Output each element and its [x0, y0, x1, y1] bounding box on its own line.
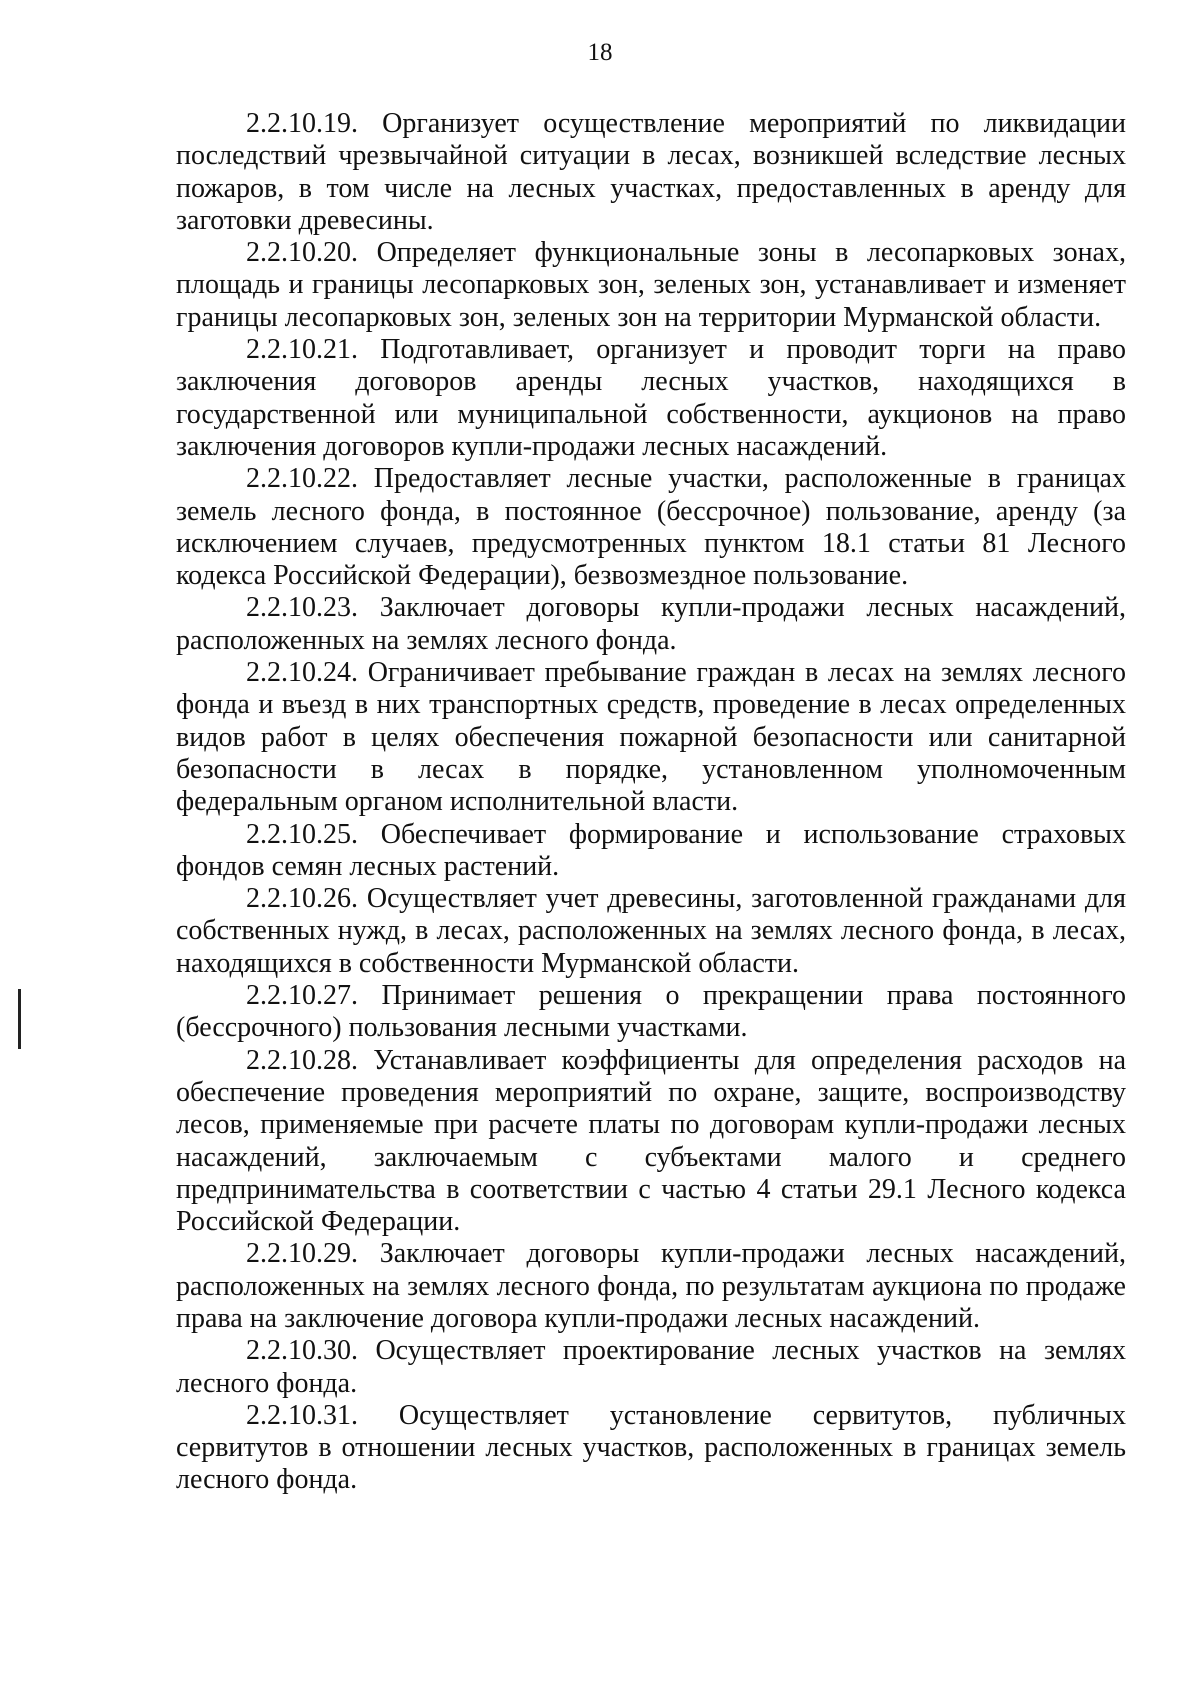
margin-scan-mark: [18, 989, 21, 1049]
paragraph-2-2-10-23: 2.2.10.23. Заключает договоры купли-продажи лесных насаждений, расположенных на землях лесного фонда.: [176, 592, 1126, 656]
paragraph-2-2-10-27: 2.2.10.27. Принимает решения о прекращении права постоянного (бессрочного) пользования лесными участками.: [176, 980, 1126, 1044]
paragraph-2-2-10-28: 2.2.10.28. Устанавливает коэффициенты для определения расходов на обеспечение проведения мероприятий по охране, защите, воспроизводству лесов, применяемые при расчете платы по договорам купли-продажи лесных насаждений, заключаемым с субъектами малого и среднего предпринимательства в соответствии с частью 4 статьи 29.1 Лесного кодекса Российской Федерации.: [176, 1044, 1126, 1238]
paragraph-2-2-10-21: 2.2.10.21. Подготавливает, организует и проводит торги на право заключения договоров аренды лесных участков, находящихся в государственной или муниципальной собственности, аукционов на право заключения договоров купли-продажи лесных насаждений.: [176, 334, 1126, 462]
paragraph-2-2-10-29: 2.2.10.29. Заключает договоры купли-продажи лесных насаждений, расположенных на землях лесного фонда, по результатам аукциона по продаже права на заключение договора купли-продажи лесных насаждений.: [176, 1238, 1126, 1334]
paragraph-2-2-10-22: 2.2.10.22. Предоставляет лесные участки, расположенные в границах земель лесного фонда, в постоянное (бессрочное) пользование, аренду (за исключением случаев, предусмотренных пунктом 18.1 статьи 81 Лесного кодекса Российской Федерации), безвозмездное пользование.: [176, 463, 1126, 592]
paragraph-2-2-10-26: 2.2.10.26. Осуществляет учет древесины, заготовленной гражданами для собственных нужд, в лесах, расположенных на землях лесного фонда, в лесах, находящихся в собственности Мурманской области.: [176, 883, 1126, 979]
paragraph-2-2-10-20: 2.2.10.20. Определяет функциональные зоны в лесопарковых зонах, площадь и границы лесопарковых зон, зеленых зон, устанавливает и изменяет границы лесопарковых зон, зеленых зон на территории Мурманской области.: [176, 237, 1126, 333]
paragraph-2-2-10-31: 2.2.10.31. Осуществляет установление сервитутов, публичных сервитутов в отношении лесных участков, расположенных в границах земель лесного фонда.: [176, 1399, 1126, 1496]
document-body: [176, 108, 1126, 1497]
paragraph-2-2-10-24: 2.2.10.24. Ограничивает пребывание граждан в лесах на землях лесного фонда и въезд в них транспортных средств, проведение в лесах определенных видов работ в целях обеспечения пожарной безопасности или санитарной безопасности в лесах в порядке, установленном уполномоченным федеральным органом исполнительной власти.: [176, 657, 1126, 818]
paragraph-2-2-10-30: 2.2.10.30. Осуществляет проектирование лесных участков на землях лесного фонда.: [176, 1335, 1126, 1399]
paragraph-2-2-10-25: 2.2.10.25. Обеспечивает формирование и использование страховых фондов семян лесных растений.: [176, 818, 1126, 882]
paragraph-2-2-10-19: 2.2.10.19. Организует осуществление мероприятий по ликвидации последствий чрезвычайной ситуации в лесах, возникшей вследствие лесных пожаров, в том числе на лесных участках, предоставленных в аренду для заготовки древесины.: [176, 108, 1126, 236]
page-number: 18: [587, 39, 613, 66]
